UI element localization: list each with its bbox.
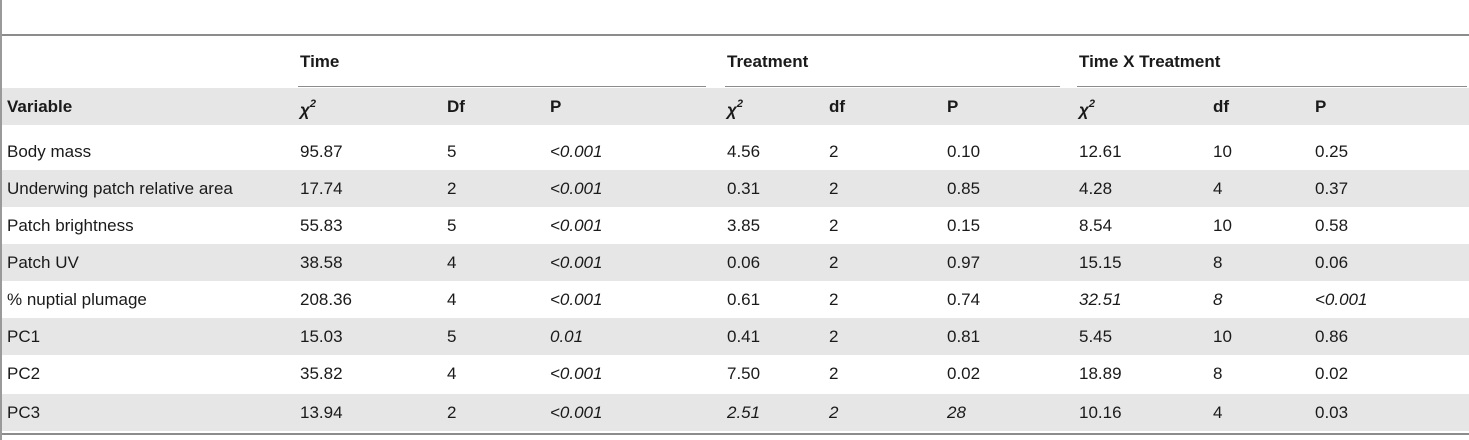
group-header-treatment: Treatment xyxy=(727,52,809,71)
cell-variable: Underwing patch relative area xyxy=(7,179,233,198)
interaction-group-underline xyxy=(1077,86,1467,87)
cell-interaction-p: 0.25 xyxy=(1315,142,1349,161)
cell-variable: Patch UV xyxy=(7,253,79,272)
cell-interaction-chi: 5.45 xyxy=(1079,327,1113,346)
col-header-treatment-chi-square: $\chi^2$ xyxy=(727,98,743,120)
cell-treatment-chi: 0.31 xyxy=(727,179,761,198)
cell-treatment-df: 2 xyxy=(829,142,839,161)
cell-time-df: 5 xyxy=(447,216,457,235)
cell-time-p: <0.001 xyxy=(550,216,603,235)
cell-time-p: <0.001 xyxy=(550,364,603,383)
cell-interaction-chi: 8.54 xyxy=(1079,216,1113,235)
cell-time-p: <0.001 xyxy=(550,403,603,422)
group-header-row xyxy=(2,43,1469,80)
column-header-row xyxy=(2,88,1469,125)
cell-time-df: 4 xyxy=(447,290,457,309)
cell-treatment-chi: 4.56 xyxy=(727,142,761,161)
cell-interaction-chi: 15.15 xyxy=(1079,253,1122,272)
cell-treatment-df: 2 xyxy=(829,327,839,346)
cell-time-chi: 55.83 xyxy=(300,216,343,235)
cell-variable: Patch brightness xyxy=(7,216,134,235)
cell-variable: PC1 xyxy=(7,327,41,346)
cell-interaction-chi: 10.16 xyxy=(1079,403,1122,422)
cell-interaction-chi: 18.89 xyxy=(1079,364,1122,383)
cell-time-df: 2 xyxy=(447,403,457,422)
cell-time-df: 4 xyxy=(447,364,457,383)
group-header-time: Time xyxy=(300,52,340,71)
cell-treatment-df: 2 xyxy=(829,290,839,309)
cell-interaction-df: 10 xyxy=(1213,327,1232,346)
cell-interaction-chi: 4.28 xyxy=(1079,179,1113,198)
cell-time-p: <0.001 xyxy=(550,253,603,272)
cell-variable: Body mass xyxy=(7,142,92,161)
cell-treatment-chi: 0.06 xyxy=(727,253,761,272)
time-group-underline xyxy=(298,86,706,87)
cell-treatment-df: 2 xyxy=(829,364,839,383)
group-header-time-x-treatment: Time X Treatment xyxy=(1079,52,1221,71)
table-row xyxy=(2,281,1469,318)
cell-time-chi: 15.03 xyxy=(300,327,343,346)
cell-treatment-p: 0.81 xyxy=(947,327,981,346)
cell-time-p: <0.001 xyxy=(550,142,603,161)
table-row xyxy=(2,244,1469,281)
cell-treatment-chi: 0.61 xyxy=(727,290,761,309)
cell-interaction-p: 0.03 xyxy=(1315,403,1349,422)
cell-time-p: <0.001 xyxy=(550,179,603,198)
table-row xyxy=(2,394,1469,431)
cell-interaction-p: 0.06 xyxy=(1315,253,1349,272)
cell-interaction-chi: 12.61 xyxy=(1079,142,1122,161)
cell-treatment-df: 2 xyxy=(829,216,839,235)
cell-treatment-p: 0.02 xyxy=(947,364,981,383)
col-header-treatment-df: df xyxy=(829,97,846,116)
cell-treatment-chi: 2.51 xyxy=(727,403,761,422)
cell-treatment-p: 0.15 xyxy=(947,216,981,235)
cell-time-chi: 35.82 xyxy=(300,364,343,383)
cell-treatment-chi: 0.41 xyxy=(727,327,761,346)
col-header-interaction-p: P xyxy=(1315,97,1327,116)
cell-interaction-df: 10 xyxy=(1213,216,1232,235)
table-row xyxy=(2,170,1469,207)
treatment-group-underline xyxy=(725,86,1060,87)
table-row xyxy=(2,318,1469,355)
col-header-variable: Variable xyxy=(7,97,73,116)
cell-time-df: 2 xyxy=(447,179,457,198)
col-header-treatment-p: P xyxy=(947,97,959,116)
cell-treatment-p: 28 xyxy=(947,403,966,422)
cell-time-chi: 17.74 xyxy=(300,179,343,198)
cell-treatment-chi: 7.50 xyxy=(727,364,761,383)
cell-time-chi: 95.87 xyxy=(300,142,343,161)
cell-interaction-p: 0.58 xyxy=(1315,216,1349,235)
cell-variable: PC3 xyxy=(7,403,41,422)
table-row xyxy=(2,355,1469,392)
cell-treatment-p: 0.10 xyxy=(947,142,981,161)
table-row xyxy=(2,207,1469,244)
cell-treatment-p: 0.85 xyxy=(947,179,981,198)
cell-treatment-df: 2 xyxy=(829,253,839,272)
cell-time-df: 5 xyxy=(447,142,457,161)
col-header-time-chi-square: $\chi^2$ xyxy=(300,98,316,120)
col-header-interaction-chi-square: $\chi^2$ xyxy=(1079,98,1095,120)
cell-time-p: <0.001 xyxy=(550,290,603,309)
cell-interaction-df: 8 xyxy=(1213,364,1223,383)
table-top-rule xyxy=(2,34,1469,36)
cell-interaction-df: 8 xyxy=(1213,253,1223,272)
table-row xyxy=(2,133,1469,170)
cell-interaction-p: <0.001 xyxy=(1315,290,1368,309)
cell-time-chi: 13.94 xyxy=(300,403,343,422)
cell-treatment-p: 0.97 xyxy=(947,253,981,272)
cell-interaction-p: 0.37 xyxy=(1315,179,1349,198)
cell-time-chi: 38.58 xyxy=(300,253,343,272)
cell-time-p: 0.01 xyxy=(550,327,584,346)
cell-interaction-p: 0.02 xyxy=(1315,364,1349,383)
cell-treatment-df: 2 xyxy=(829,403,839,422)
cell-variable: % nuptial plumage xyxy=(7,290,147,309)
table-bottom-rule xyxy=(2,433,1469,435)
cell-interaction-df: 8 xyxy=(1213,290,1223,309)
cell-time-chi: 208.36 xyxy=(300,290,352,309)
cell-treatment-df: 2 xyxy=(829,179,839,198)
cell-variable: PC2 xyxy=(7,364,41,383)
cell-interaction-df: 4 xyxy=(1213,179,1223,198)
col-header-time-p: P xyxy=(550,97,562,116)
cell-treatment-p: 0.74 xyxy=(947,290,981,309)
cell-interaction-df: 10 xyxy=(1213,142,1232,161)
cell-time-df: 5 xyxy=(447,327,457,346)
cell-treatment-chi: 3.85 xyxy=(727,216,761,235)
cell-interaction-chi: 32.51 xyxy=(1079,290,1122,309)
cell-time-df: 4 xyxy=(447,253,457,272)
cell-interaction-df: 4 xyxy=(1213,403,1223,422)
col-header-time-df: Df xyxy=(447,97,465,116)
col-header-interaction-df: df xyxy=(1213,97,1230,116)
cell-interaction-p: 0.86 xyxy=(1315,327,1349,346)
